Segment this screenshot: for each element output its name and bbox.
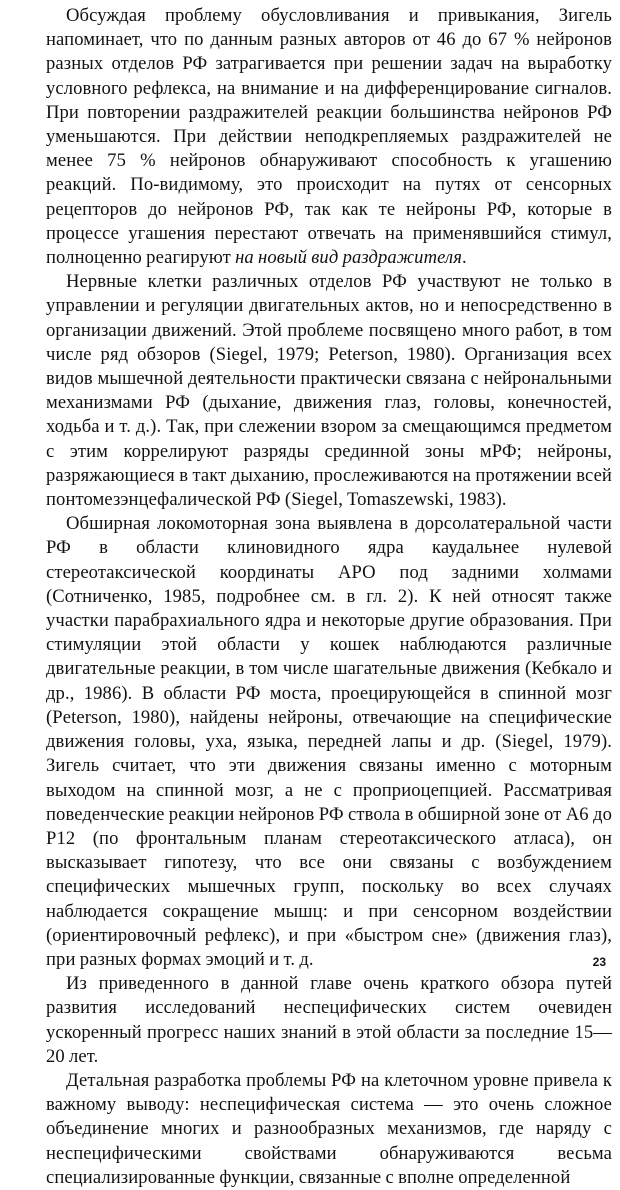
- paragraph-habituation-italic: на новый вид раздражителя: [235, 247, 462, 269]
- paragraph-habituation-text: Обсуждая проблему обусловливания и привыкания, Зигель напоминает, что по данным разных авторов от 46 до 67 % нейронов разных отделов РФ затрагивается при решении задач на выработку условного рефлекса, на внимание и на дифференцирование сигналов. При повторении раздражителей реакции большинства нейронов РФ уменьшаются. При действии неподкрепляемых раздражителей не менее 75 % нейронов обнаруживают способность к угашению реакций. По-видимому, это происходит на путях от сенсорных рецепторов до нейронов РФ, так как те нейроны РФ, которые в процессе угашения перестают отвечать на применявшийся стимул, полноценно реагируют: [46, 5, 612, 269]
- paragraph-locomotor-zone: Обширная локомоторная зона выявлена в дорсолатеральной части РФ в области клиновидного ядра каудальнее нулевой стереотаксической координаты АРО под задними холмами (Сотниченко, 1985, подробнее см. в гл. 2). К ней относят также участки парабрахиального ядра и некоторые другие образования. При стимуляции этой области у кошек наблюдаются различные двигательные реакции, в том числе шагательные движения (Кебкало и др., 1986). В области РФ моста, проецирующейся в спинной мозг (Peterson, 1980), найдены нейроны, отвечающие на специфические движения головы, уха, языка, передней лапы и др. (Siegel, 1979). Зигель считает, что эти движения связаны именно с моторным выходом на спинной мозг, а не с проприоцепцией. Рассматривая поведенческие реакции нейронов РФ ствола в обширной зоне от А6 до Р12 (по фронтальным планам стереотаксического атласа), он высказывает гипотезу, что все они связаны с возбуждением специфических мышечных групп, поскольку во всех случаях наблюдается сокращение мышц: и при сенсорном воздействии (ориентировочный рефлекс), и при «быстром сне» (движения глаз), при разных формах эмоций и т. д.: [46, 513, 612, 970]
- paragraph-motor-acts: Нервные клетки различных отделов РФ участвуют не только в управлении и регуляции двигательных актов, но и непосредственно в организации движений. Этой проблеме посвящено много работ, в том числе ряд обзоров (Siegel, 1979; Peterson, 1980). Организация всех видов мышечной деятельности практически связана с нейрональными механизмами РФ (дыхание, движения глаз, головы, конечностей, ходьба и т. д.). Так, при слежении взором за смещающимся предметом с этим коррелируют разряды срединной зоны мРФ; нейроны, разряжающиеся в такт дыханию, прослеживаются на протяжении всей понтомезэнцефалической РФ (Siegel, Tomaszewski, 1983).: [46, 271, 612, 511]
- paragraph-habituation-end: .: [461, 247, 467, 269]
- paragraph-habituation: [46, 4, 612, 270]
- paragraph-cellular-level: Детальная разработка проблемы РФ на клеточном уровне привела к важному выводу: неспецифическая система — это очень сложное объединение многих и разнообразных механизмов, где наряду с неспецифическими свойствами обнаруживаются весьма специализированные функции, связанные с вполне определенной: [46, 1069, 612, 1188]
- page-number: 23: [592, 955, 606, 969]
- paragraph-review-summary: Из приведенного в данной главе очень краткого обзора путей развития исследований неспецифических систем очевиден ускоренный прогресс наших знаний в этой области за последние 15—20 лет.: [46, 973, 612, 1067]
- document-body: [46, 4, 612, 1190]
